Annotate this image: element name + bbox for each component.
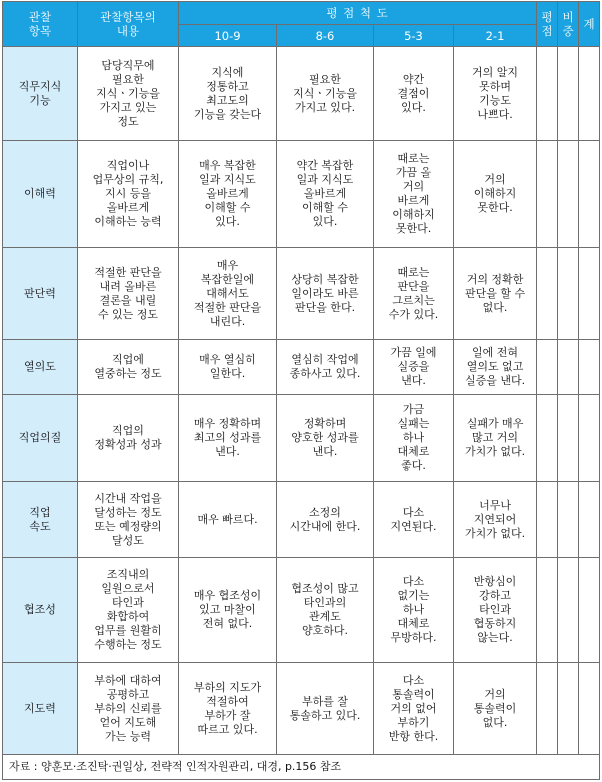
weight-cell[interactable] [558,47,579,141]
row-scale-10-9: 매우 복잡한 일과 지식도 올바르게 이해할 수 있다. [179,141,277,248]
row-content: 담당직무에 필요한 지식ㆍ기능을 가지고 있는 정도 [78,47,179,141]
row-scale-8-6: 협조성이 많고 타인과의 관계도 양호하다. [277,558,374,663]
header-row-top [3,2,600,25]
evaluation-sheet [2,1,599,780]
row-content: 직업이나 업무상의 규칙, 지시 등을 올바르게 이해하는 능력 [78,141,179,248]
row-scale-2-1: 거의 알지 못하며 기능도 나쁘다. [454,47,537,141]
row-scale-5-3: 가금 실패는 하나 대체로 좋다. [374,395,454,482]
header-scale-10-9: 10-9 [179,25,277,47]
weight-cell[interactable] [558,482,579,558]
table-row [3,663,600,755]
row-scale-8-6: 열심히 작업에 종하사고 있다. [277,340,374,395]
row-item: 판단력 [3,248,78,340]
row-scale-10-9: 매우 정확하며 최고의 성과를 낸다. [179,395,277,482]
total-cell[interactable] [579,248,600,340]
header-score: 평 점 [537,2,558,47]
row-scale-10-9: 매우 협조성이 있고 마찰이 전혀 없다. [179,558,277,663]
row-scale-2-1: 실패가 매우 많고 거의 가치가 없다. [454,395,537,482]
row-scale-2-1: 거의 정확한 판단을 할 수 없다. [454,248,537,340]
total-cell[interactable] [579,340,600,395]
row-item: 지도력 [3,663,78,755]
score-cell[interactable] [537,558,558,663]
row-scale-2-1: 너무나 지연되어 가치가 없다. [454,482,537,558]
source-note: 자료 : 양훈모·조진탁·권일상, 전략적 인적자원관리, 대경, p.156 참조 [3,755,600,780]
row-item: 직업 속도 [3,482,78,558]
row-scale-10-9: 매우 열심히 일한다. [179,340,277,395]
row-scale-5-3: 다소 없기는 하나 대체로 무방하다. [374,558,454,663]
row-scale-10-9: 매우 복잡한일에 대해서도 적절한 판단을 내린다. [179,248,277,340]
row-scale-5-3: 때로는 판단을 그르치는 수가 있다. [374,248,454,340]
row-scale-10-9: 지식에 정통하고 최고도의 기능을 갖는다 [179,47,277,141]
table-row [3,340,600,395]
total-cell[interactable] [579,663,600,755]
table-row [3,558,600,663]
row-scale-5-3: 가끔 일에 실증을 낸다. [374,340,454,395]
total-cell[interactable] [579,395,600,482]
row-scale-5-3: 약간 결점이 있다. [374,47,454,141]
weight-cell[interactable] [558,395,579,482]
header-item: 관찰 항목 [3,2,78,47]
row-content: 조직내의 일원으로서 타인과 화합하여 업무를 원활히 수행하는 정도 [78,558,179,663]
evaluation-table [2,1,600,780]
row-scale-8-6: 필요한 지식ㆍ기능을 가지고 있다. [277,47,374,141]
header-weight: 비 중 [558,2,579,47]
row-scale-5-3: 때로는 가끔 올 거의 바르게 이해하지 못한다. [374,141,454,248]
weight-cell[interactable] [558,248,579,340]
total-cell[interactable] [579,558,600,663]
table-row [3,482,600,558]
row-item: 직무지식 기능 [3,47,78,141]
header-total: 계 [579,2,600,47]
header-content: 관찰항목의 내용 [78,2,179,47]
header-scale-2-1: 2-1 [454,25,537,47]
row-scale-5-3: 다소 통솔력이 거의 없어 부하기 반항 한다. [374,663,454,755]
row-scale-8-6: 약간 복잡한 일과 지식도 올바르게 이해할 수 있다. [277,141,374,248]
row-scale-2-1: 거의 통솔력이 없다. [454,663,537,755]
row-scale-2-1: 일에 전혀 열의도 없고 실증을 낸다. [454,340,537,395]
total-cell[interactable] [579,47,600,141]
header-scale-title: 평 점 척 도 [179,2,537,25]
row-content: 부하에 대하여 공평하고 부하의 신뢰를 얻어 지도해 가는 능력 [78,663,179,755]
row-scale-8-6: 정확하며 양호한 성과를 낸다. [277,395,374,482]
row-scale-2-1: 반항심이 강하고 타인과 협동하지 않는다. [454,558,537,663]
row-scale-10-9: 매우 빠르다. [179,482,277,558]
score-cell[interactable] [537,482,558,558]
score-cell[interactable] [537,663,558,755]
row-scale-8-6: 소정의 시간내에 한다. [277,482,374,558]
row-content: 시간내 작업을 달성하는 정도 또는 예정량의 달성도 [78,482,179,558]
source-row [3,755,600,780]
row-item: 열의도 [3,340,78,395]
table-row [3,141,600,248]
table-row [3,47,600,141]
header-scale-8-6: 8-6 [277,25,374,47]
weight-cell[interactable] [558,340,579,395]
row-scale-8-6: 부하를 잘 통솔하고 있다. [277,663,374,755]
row-item: 직업의질 [3,395,78,482]
row-item: 협조성 [3,558,78,663]
table-row [3,248,600,340]
score-cell[interactable] [537,395,558,482]
row-scale-5-3: 다소 지연된다. [374,482,454,558]
score-cell[interactable] [537,47,558,141]
table-row [3,395,600,482]
total-cell[interactable] [579,141,600,248]
score-cell[interactable] [537,141,558,248]
table-body [3,47,600,780]
total-cell[interactable] [579,482,600,558]
weight-cell[interactable] [558,663,579,755]
score-cell[interactable] [537,340,558,395]
row-content: 적절한 판단을 내려 올바른 결론을 내릴 수 있는 정도 [78,248,179,340]
row-item: 이해력 [3,141,78,248]
weight-cell[interactable] [558,141,579,248]
row-scale-8-6: 상당히 복잡한 일이라도 바른 판단을 한다. [277,248,374,340]
row-scale-2-1: 거의 이해하지 못한다. [454,141,537,248]
header-scale-5-3: 5-3 [374,25,454,47]
row-content: 직업의 정확성과 성과 [78,395,179,482]
row-scale-10-9: 부하의 지도가 적절하여 부하가 잘 따르고 있다. [179,663,277,755]
score-cell[interactable] [537,248,558,340]
row-content: 직업에 열중하는 정도 [78,340,179,395]
weight-cell[interactable] [558,558,579,663]
